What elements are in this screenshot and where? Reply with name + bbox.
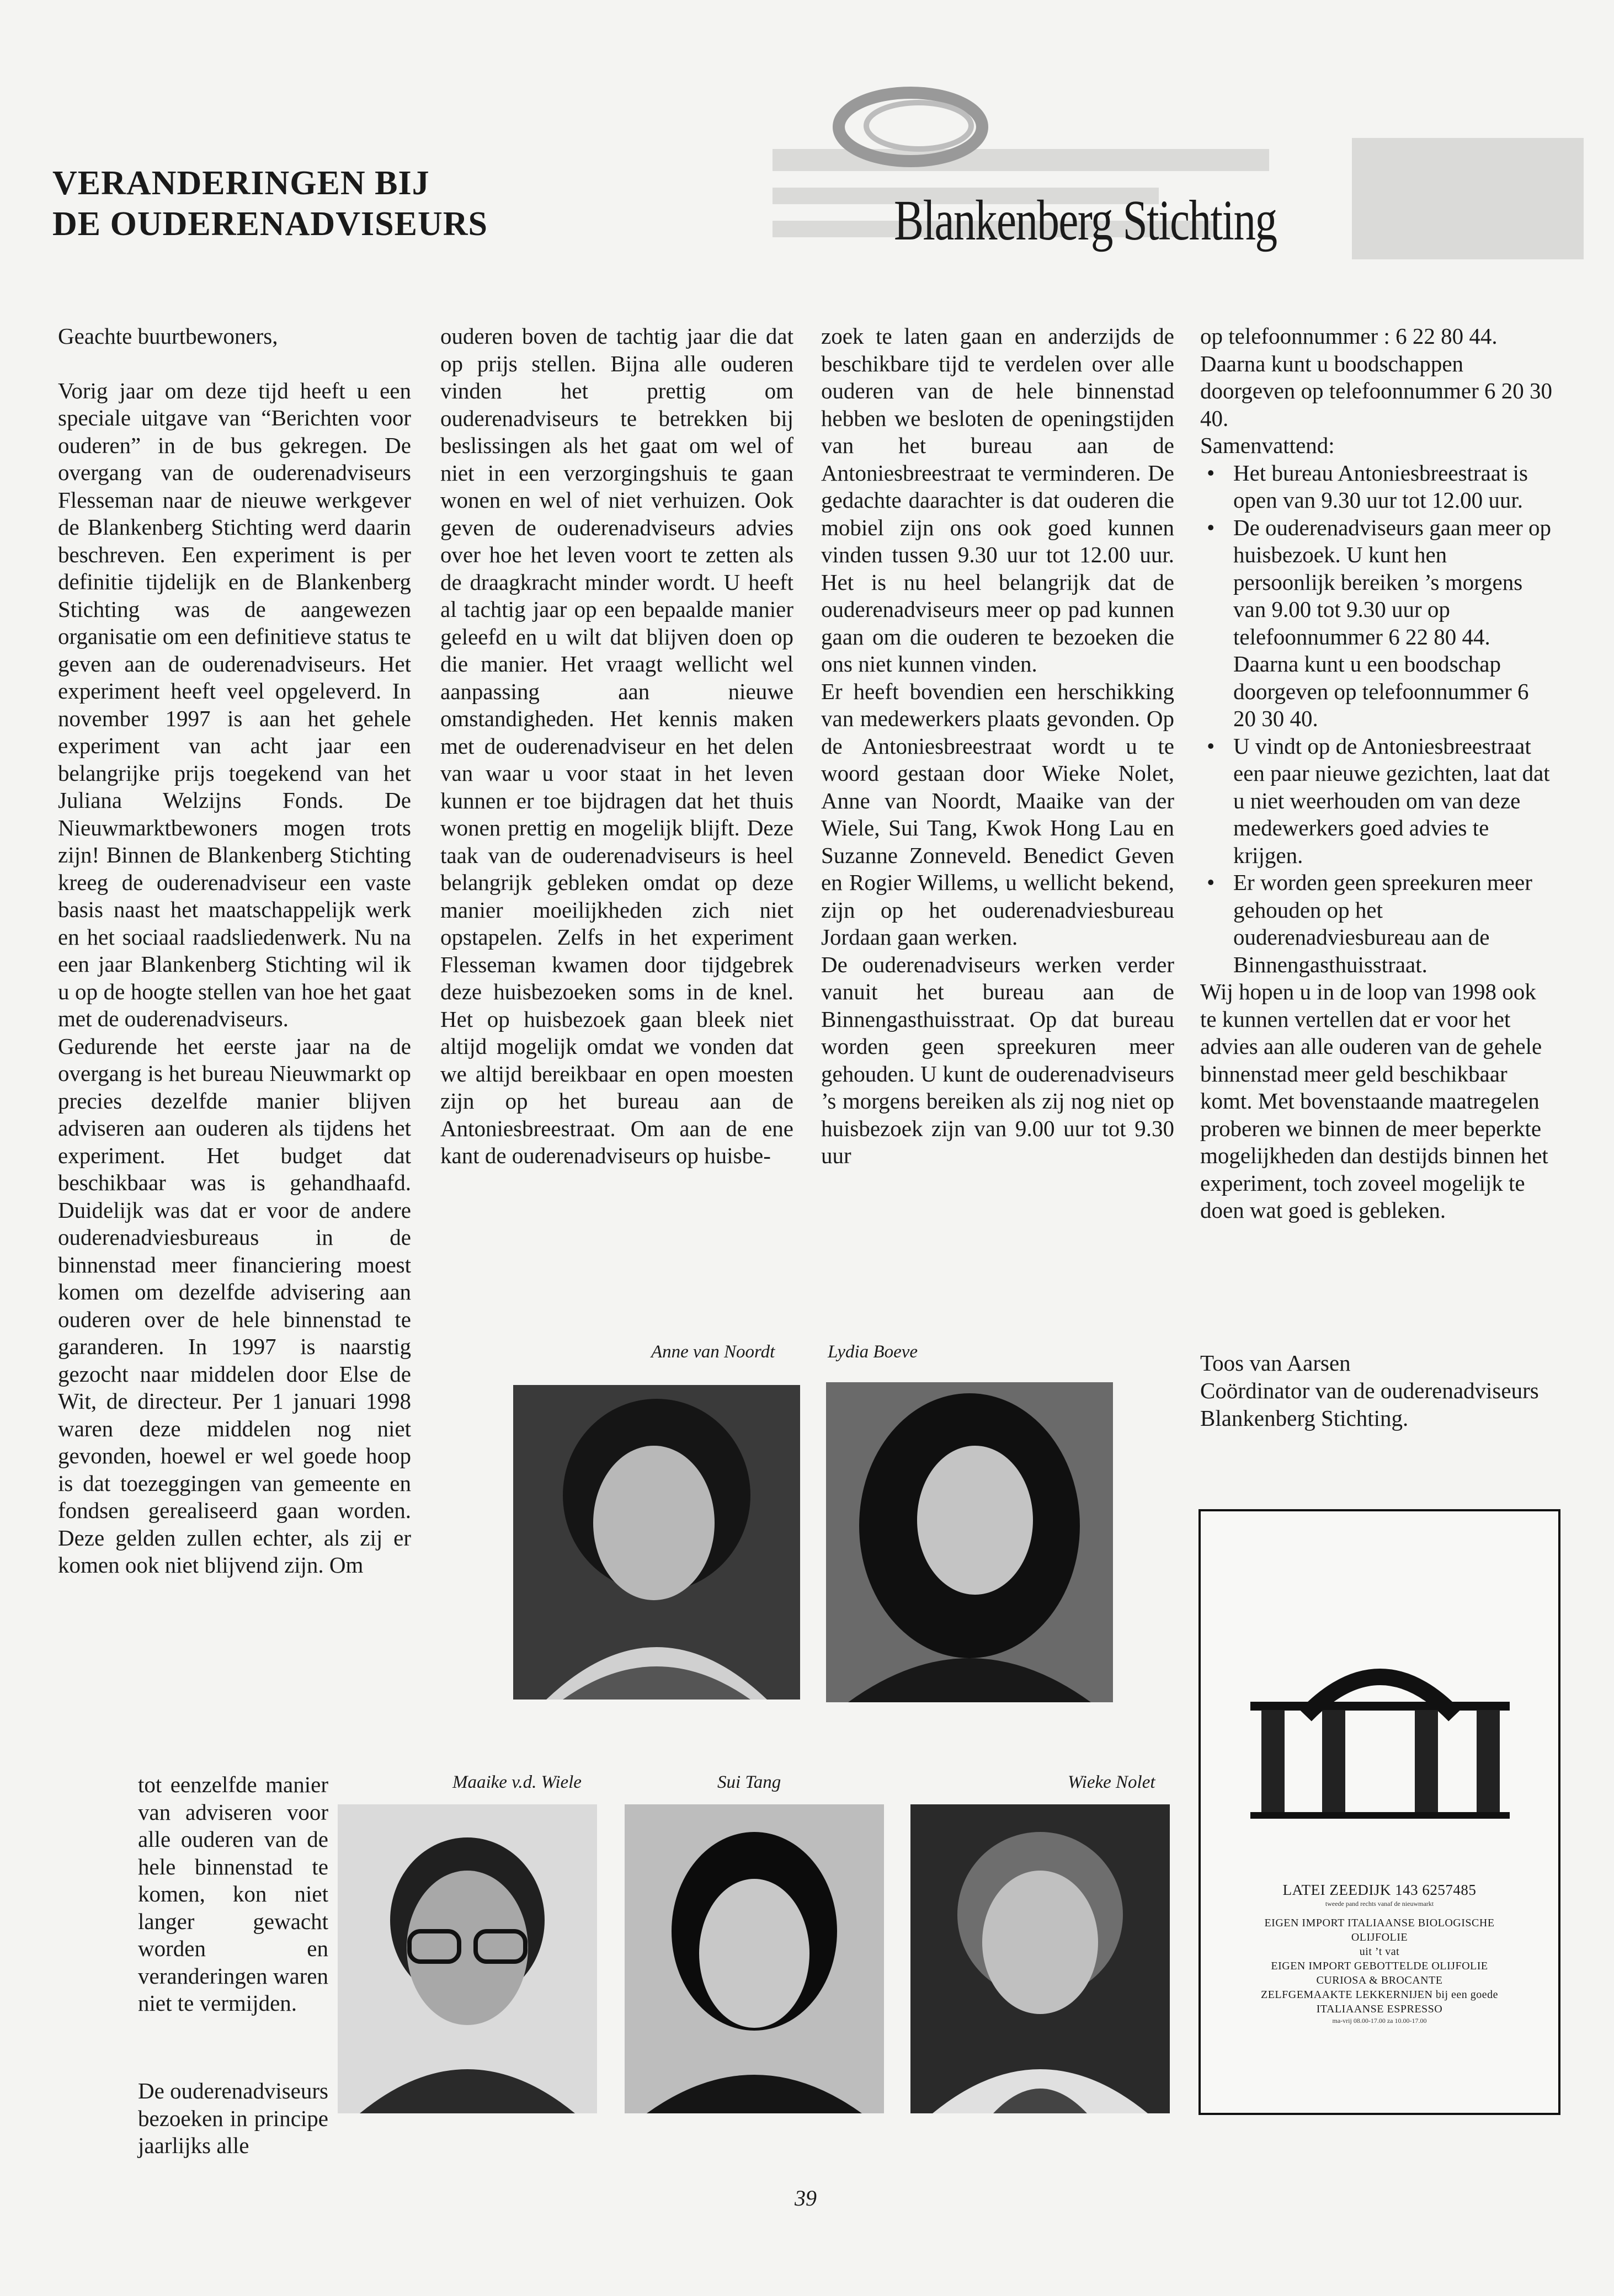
- portrait-lydia-boeve: [826, 1382, 1113, 1702]
- ad-line: ZELFGEMAAKTE LEKKERNIJEN bij een goede: [1260, 1989, 1499, 2001]
- caption-wieke: Wieke Nolet: [1068, 1772, 1155, 1792]
- ad-hours: ma-vrij 08.00-17.00 za 10.00-17.00: [1332, 2017, 1427, 2025]
- portrait-wieke-nolet: [910, 1804, 1170, 2113]
- ad-line: OLIJFOLIE: [1351, 1931, 1408, 1943]
- signature-role: Coördinator van de ouderenadviseurs: [1200, 1378, 1539, 1403]
- advertisement-latei: [1198, 1509, 1560, 2115]
- ad-line: ITALIAANSE ESPRESSO: [1316, 2003, 1443, 2015]
- salutation: Geachte buurtbewoners,: [58, 323, 278, 349]
- summary-label: Samenvattend:: [1200, 433, 1335, 458]
- list-item: • De ouderenadviseurs gaan meer op huisbezoek. U kunt hen persoonlijk bereiken ’s morgens van 9.00 tot 9.30 uur op telefoonnummer 6 22 80 44. Daarna kunt u een boodschap doorgeven op telefoonnummer 6 20 30 40.: [1233, 514, 1553, 733]
- paragraph: zoek te laten gaan en anderzijds de beschikbare tijd te verdelen over alle ouderen van de hele binnenstad hebben we besloten de openingstijden van het bureau aan de Antoniesbreestraat te verminderen. De gedachte daarachter is dat ouderen die mobiel zijn ons ook goed kunnen vinden tussen 9.30 uur tot 12.00 uur. Het is nu heel belangrijk dat de ouderenadviseurs meer op pad kunnen gaan om die ouderen te bezoeken die ons niet kunnen vinden.: [821, 323, 1174, 676]
- list-item: • Het bureau Antoniesbreestraat is open van 9.30 uur tot 12.00 uur.: [1233, 460, 1553, 514]
- paragraph: Vorig jaar om deze tijd heeft u een speciale uitgave van “Berichten voor ouderen” in de bus gekregen. De overgang van de ouderenadviseurs Flesseman naar de nieuwe werkgever de Blankenberg Stichting werd daarin beschreven. Een experiment is per definitie tijdelijk en de Blankenberg Stichting was de aangewezen organisatie om een definitieve status te geven aan de ouderenadviseurs. Het experiment heeft veel opgeleverd. In november 1997 is aan het gehele experiment van acht jaar een belangrijke prijs toegekend van het Juliana Welzijns Fonds. De Nieuwmarktbewoners mogen trots zijn! Binnen de Blankenberg Stichting kreeg de ouderenadviseur een vaste basis naast het maatschappelijk werk en het sociaal raadsliedenwerk. Nu na een jaar Blankenberg Stichting wil ik u op de hoogte stellen van hoe het gaat met de ouderenadviseurs.: [58, 377, 411, 1031]
- column-1: [58, 323, 411, 1579]
- title-line-1: VERANDERINGEN BIJ: [52, 164, 430, 202]
- summary-list: [1200, 460, 1553, 979]
- paragraph: De ouderenadviseurs werken verder vanuit het bureau aan de Binnengasthuisstraat. Op dat bureau worden geen spreekuren meer gehouden. U kunt de ouderenadviseurs ’s morgens bereiken als zij nog niet op huisbezoek zijn van 9.00 uur tot 9.30 uur: [821, 951, 1174, 1168]
- brand-name: Blankenberg Stichting: [894, 189, 1277, 252]
- signature-org: Blankenberg Stichting.: [1200, 1405, 1409, 1431]
- column-1-final: [138, 2077, 328, 2160]
- page-number: 39: [795, 2186, 817, 2210]
- signature-name: Toos van Aarsen: [1200, 1350, 1351, 1376]
- paragraph: Gedurende het eerste jaar na de overgang is het bureau Nieuwmarkt op precies dezelfde manier blijven adviseren aan ouderen als tijdens het experiment. Het budget dat beschikbaar was is gehandhaafd. Duidelijk was dat er voor de andere ouderenadviesbureaus in de binnenstad meer financiering moest komen om dezelfde advisering aan ouderen over de hele binnenstad te garanderen. In 1997 is naarstig gezocht naar middelen door Else de Wit, de directeur. Per 1 januari 1998 waren deze middelen nog niet gevonden, hoewel er wel goede hoop is dat toezeggingen van gemeente en fondsen gerealiseerd gaan worden. Deze gelden zullen echter, als zij er komen ook niet blijvend zijn. Om: [58, 1033, 411, 1578]
- list-item: • Er worden geen spreekuren meer gehouden op het ouderenadviesbureau aan de Binnengasthuisstraat.: [1233, 869, 1553, 978]
- column-2: [440, 323, 793, 1170]
- title-line-2: DE OUDERENADVISEURS: [52, 205, 488, 243]
- column-1-continued: [138, 1771, 328, 2017]
- paragraph: op telefoonnummer : 6 22 80 44. Daarna kunt u boodschappen doorgeven op telefoonnummer 6 20 30 40.: [1200, 323, 1553, 431]
- ad-directions: tweede pand rechts vanaf de nieuwmarkt: [1325, 1900, 1434, 1908]
- arch-columns-icon: [1239, 1649, 1521, 1820]
- caption-anne: Anne van Noordt: [651, 1342, 775, 1362]
- ad-line: CURIOSA & BROCANTE: [1316, 1974, 1443, 1986]
- paragraph: tot eenzelfde manier van adviseren voor alle ouderen van de hele binnenstad te komen, kon niet langer gewacht worden en veranderingen waren niet te vermijden.: [138, 1772, 328, 2016]
- ad-line: EIGEN IMPORT GEBOTTELDE OLIJFOLIE: [1271, 1960, 1488, 1972]
- ad-address: LATEI ZEEDIJK 143 6257485: [1282, 1882, 1477, 1898]
- portrait-maaike-vd-wiele: [338, 1804, 597, 2113]
- column-4: [1200, 323, 1553, 1224]
- paragraph: ouderen boven de tachtig jaar die dat op prijs stellen. Bijna alle ouderen vinden het prettig om ouderenadviseurs te betrekken bij beslissingen als het gaat om wel of niet in een verzorgingshuis te gaan wonen en wel of niet verhuizen. Ook geven de ouderenadviseurs advies over hoe het leven voort te zetten als de draagkracht minder wordt. U heeft al tachtig jaar op een bepaalde manier geleefd en u wilt dat blijven doen op die manier. Het vraagt wellicht wel aanpassing aan nieuwe omstandigheden. Het kennis maken met de ouderenadviseur en het delen van waar u voor staat in het leven kunnen er toe bijdragen dat het thuis wonen prettig en mogelijk blijft. Deze taak van de ouderenadviseurs is heel belangrijk gebleken omdat op deze manier moeilijkheden zich niet opstapelen. Zelfs in het experiment Flesseman kwamen door tijdgebrek deze huisbezoeken soms in de knel. Het op huisbezoek gaan bleek niet altijd mogelijk omdat we vonden dat we altijd bereikbaar en open moesten zijn op het bureau aan de Antoniesbreestraat. Om aan de ene kant de ouderenadviseurs op huisbe-: [440, 323, 793, 1168]
- column-3: [821, 323, 1174, 1170]
- paragraph: De ouderenadviseurs bezoeken in principe jaarlijks alle: [138, 2078, 328, 2158]
- ad-line: uit ’t vat: [1359, 1946, 1400, 1958]
- portrait-sui-tang: [625, 1804, 884, 2113]
- paragraph: Er heeft bovendien een herschikking van medewerkers plaats gevonden. Op de Antoniesbreestraat wordt u te woord gestaan door Wieke Nolet, Anne van Noordt, Maaike van der Wiele, Sui Tang, Kwok Hong Lau en Suzanne Zonneveld. Benedict Geven en Rogier Willems, u wellicht bekend, zijn op het ouderenadviesbureau Jordaan gaan werken.: [821, 678, 1174, 950]
- caption-lydia: Lydia Boeve: [828, 1342, 918, 1362]
- caption-sui: Sui Tang: [717, 1772, 781, 1792]
- caption-maaike: Maaike v.d. Wiele: [452, 1772, 582, 1792]
- swirl-logo-icon: [828, 83, 993, 171]
- ad-line: EIGEN IMPORT ITALIAANSE BIOLOGISCHE: [1264, 1917, 1495, 1929]
- article-title: [52, 163, 604, 244]
- list-item: • U vindt op de Antoniesbreestraat een paar nieuwe gezichten, laat dat u niet weerhouden om van deze medewerkers goed advies te krijgen.: [1233, 733, 1553, 870]
- signature: [1200, 1349, 1553, 1432]
- portrait-anne-van-noordt: [513, 1385, 800, 1700]
- paragraph: Wij hopen u in de loop van 1998 ook te kunnen vertellen dat er voor het advies aan alle ouderen van de gehele binnenstad meer geld beschikbaar komt. Met bovenstaande maatregelen proberen we binnen de meer beperkte mogelijkheden dan destijds binnen het experiment, toch zoveel mogelijk te doen wat goed is gebleken.: [1200, 979, 1548, 1223]
